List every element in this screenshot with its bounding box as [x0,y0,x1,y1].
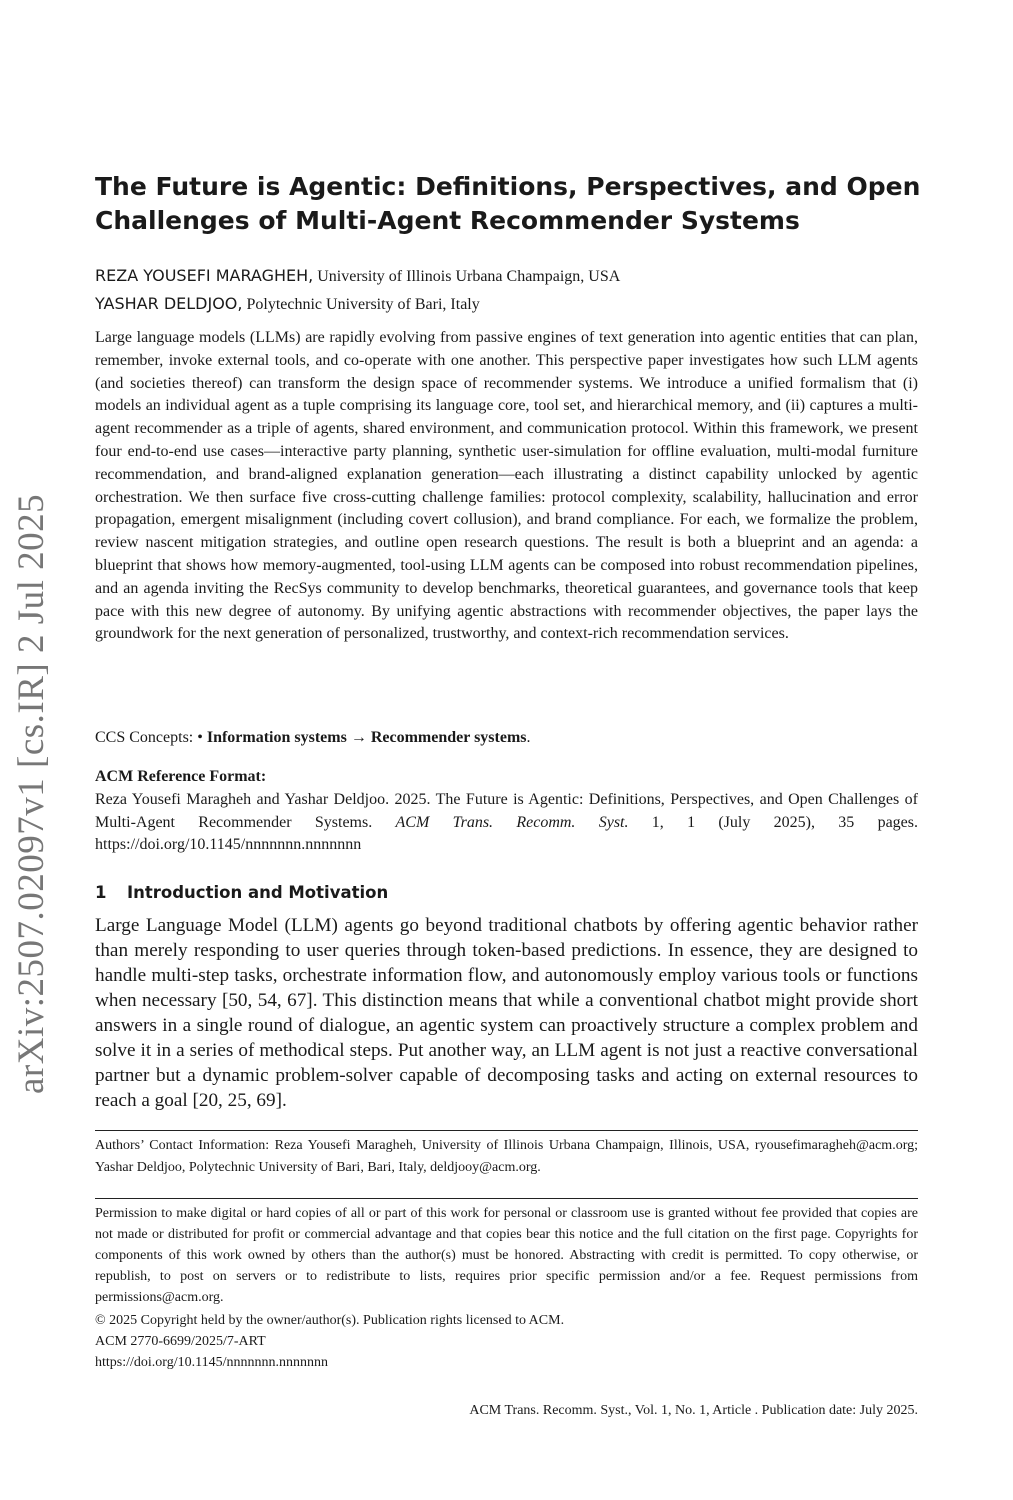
acm-reference-doi[interactable]: https://doi.org/10.1145/nnnnnnn.nnnnnnn [95,836,362,854]
ccs-concept: Information systems [206,729,347,746]
acm-reference-format [95,766,918,857]
ccs-subconcept: Recommender systems [370,729,527,746]
author-affiliation: Polytechnic University of Bari, Italy [246,296,480,313]
author-affiliation: University of Illinois Urbana Champaign, USA [317,268,621,285]
issn-line: ACM 2770-6699/2025/7-ART [95,1334,266,1349]
copyright-block [95,1310,918,1373]
permission-rule [95,1198,918,1199]
section-heading [95,883,918,902]
ccs-concepts [95,729,918,747]
ccs-suffix: . [526,729,531,746]
acm-reference-details: 1, 1 (July 2025), 35 pages. [628,813,919,831]
author-contact-info: Authors’ Contact Information: Reza Yousefi Maragheh, University of Illinois Urbana Champaign, Illinois, USA, ryousefimaragheh@acm.org; Yashar Deldjoo, Polytechnic University of Bari, Bari, Italy, deldjooy@acm.org. [95,1138,918,1175]
copyright-line: © 2025 Copyright held by the owner/author(s). Publication rights licensed to ACM. [95,1313,565,1328]
ccs-arrow: → [346,729,371,746]
author-list [95,262,925,318]
abstract: Large language models (LLMs) are rapidly evolving from passive engines of text generation into agentic entities that can plan, remember, invoke external tools, and co-operate with one another. This perspective paper investigates how such LLM agents (and societies thereof) can transform the design space of recommender systems. We introduce a unified formalism that (i) models an individual agent as a tuple comprising its language core, tool set, and hierarchical memory, and (ii) captures a multi-agent recommender as a triple of agents, shared environment, and communication protocol. Within this framework, we present four end-to-end use cases—interactive party planning, synthetic user-simulation for offline evaluation, multi-modal furniture recommendation, and brand-aligned explanation generation—each illustrating a distinct capability unlocked by agentic orchestration. We then surface five cross-cutting challenge families: protocol complexity, scalability, hallucination and error propagation, emergent misalignment (including covert collusion), and brand compliance. For each, we formalize the problem, review nascent mitigation strategies, and outline open research questions. The result is both a blueprint and an agenda: a blueprint that shows how memory-augmented, tool-using LLM agents can be composed into robust recommendation pipelines, and an agenda inviting the RecSys community to develop benchmarks, theoretical guarantees, and governance tools that keep pace with this new degree of autonomy. By unifying agentic abstractions with recommender objectives, the paper lays the groundwork for the next generation of personalized, trustworthy, and context-rich recommendation services. [95,329,918,643]
author-entry [95,290,925,318]
doi-footer-link[interactable]: https://doi.org/10.1145/nnnnnnn.nnnnnnn [95,1355,328,1370]
acm-reference-journal: ACM Trans. Recomm. Syst. [395,813,629,831]
section-number: 1 [95,883,107,902]
footnote-rule [95,1130,918,1131]
author-name: YASHAR DELDJOO, [95,294,243,313]
permission-notice: Permission to make digital or hard copies of all or part of this work for personal or classroom use is granted without fee provided that copies are not made or distributed for profit or commercial advantage and that copies bear this notice and the full citation on the first page. Copyrights for components of this work owned by others than the author(s) must be honored. Abstracting with credit is permitted. To copy otherwise, or republish, to post on servers or to redistribute to lists, requires prior specific permission and/or a fee. Request permissions from permissions@acm.org. [95,1206,918,1305]
author-name: REZA YOUSEFI MARAGHEH, [95,266,314,285]
page-footer: ACM Trans. Recomm. Syst., Vol. 1, No. 1, Article . Publication date: July 2025. [469,1403,918,1418]
paper-title: The Future is Agentic: Definitions, Perspectives, and Open Challenges of Multi-Agent Recommender Systems [95,172,921,235]
acm-reference-body [95,789,918,857]
arxiv-side-label: arXiv:2507.02097v1 [cs.IR] 2 Jul 2025 [11,493,52,1094]
acm-reference-heading: ACM Reference Format: [95,768,267,785]
acm-reference-text: Reza Yousefi Maragheh and Yashar Deldjoo. 2025. The Future is Agentic: Definitions, Perspectives, and Open Challenges of Multi-Agent Recommender Systems. [95,790,918,831]
author-entry [95,262,925,290]
section-title: Introduction and Motivation [127,883,389,902]
ccs-prefix: CCS Concepts: • [95,729,207,746]
intro-paragraph: Large Language Model (LLM) agents go beyond traditional chatbots by offering agentic behavior rather than merely responding to user queries through token-based predictions. In essence, they are designed to handle multi-step tasks, orchestrate information flow, and autonomously employ various tools or functions when necessary [50, 54, 67]. This distinction means that while a conventional chatbot might provide short answers in a single round of dialogue, an agentic system can proactively structure a complex problem and solve it in a series of methodical steps. Put another way, an LLM agent is not just a reactive conversational partner but a dynamic problem-solver capable of decomposing tasks and acting on external resources to reach a goal [20, 25, 69]. [95,915,918,1111]
